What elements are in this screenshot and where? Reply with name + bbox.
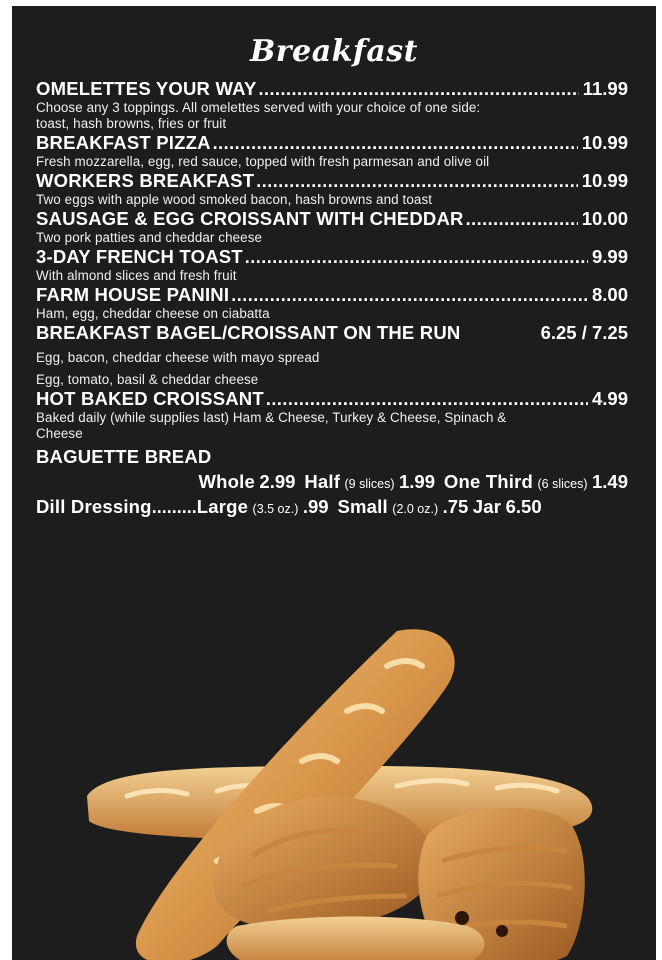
size-price: 2.99: [259, 471, 296, 492]
item-price: 4.99: [591, 388, 628, 409]
menu-item-dill-dressing: [36, 496, 628, 518]
menu-item: [36, 132, 628, 170]
size-label: Whole: [198, 471, 255, 492]
item-name: SAUSAGE & EGG CROISSANT WITH CHEDDAR: [36, 208, 464, 229]
item-price: 10.99: [581, 170, 628, 191]
item-price: 10.99: [581, 132, 628, 153]
dot-leader: .........: [151, 497, 197, 517]
menu-item: [36, 246, 628, 284]
item-description: Egg, tomato, basil & cheddar cheese: [36, 372, 259, 387]
size-price: .75: [442, 496, 469, 517]
size-note: (3.5 oz.): [252, 502, 299, 516]
item-name: WORKERS BREAKFAST: [36, 170, 255, 191]
item-name: HOT BAKED CROISSANT: [36, 388, 264, 409]
menu-item: [36, 208, 628, 246]
size-label: One Third: [443, 471, 534, 492]
item-price: 11.99: [582, 78, 628, 99]
menu-item: [36, 170, 628, 208]
item-name: FARM HOUSE PANINI: [36, 284, 230, 305]
item-name: 3-DAY FRENCH TOAST: [36, 246, 243, 267]
dot-leader: [466, 209, 578, 230]
menu-list: [36, 78, 628, 518]
item-description: Baked daily (while supplies last) Ham & Cheese, Turkey & Cheese, Spinach &: [36, 410, 507, 425]
item-price: 9.99: [591, 246, 628, 267]
dot-leader: [245, 247, 588, 268]
size-price: .99: [302, 496, 329, 517]
item-description: Fresh mozzarella, egg, red sauce, topped with fresh parmesan and olive oil: [36, 154, 490, 169]
size-label: Large: [196, 496, 249, 517]
size-price: 1.49: [591, 471, 628, 492]
size-label: Half: [304, 471, 341, 492]
size-price: 6.50: [505, 496, 542, 517]
item-description: Egg, bacon, cheddar cheese with mayo spread: [36, 350, 320, 365]
size-note: (9 slices): [344, 477, 395, 491]
item-description: Two pork patties and cheddar cheese: [36, 230, 263, 245]
item-name: BREAKFAST PIZZA: [36, 132, 211, 153]
menu-title: Breakfast: [249, 34, 419, 69]
item-price: 10.00: [581, 208, 628, 229]
dot-leader: [231, 285, 588, 306]
item-name: OMELETTES YOUR WAY: [36, 78, 257, 99]
size-price: 1.99: [398, 471, 435, 492]
menu-item-baguette: [36, 446, 628, 493]
size-label: Small: [337, 496, 388, 517]
size-note: (2.0 oz.): [392, 502, 439, 516]
size-label: Jar: [472, 496, 502, 517]
dot-leader: [259, 79, 579, 100]
menu-board: [12, 6, 656, 960]
dot-leader: [266, 389, 588, 410]
item-description: With almond slices and fresh fruit: [36, 268, 237, 283]
item-price: 6.25 / 7.25: [540, 322, 628, 343]
item-name: BAGUETTE BREAD: [36, 446, 212, 467]
menu-item: [36, 78, 628, 132]
item-description: Two eggs with apple wood smoked bacon, hash browns and toast: [36, 192, 433, 207]
item-name: Dill Dressing: [36, 496, 152, 517]
size-note: (6 slices): [537, 477, 588, 491]
menu-item: [36, 284, 628, 322]
item-description: Ham, egg, cheddar cheese on ciabatta: [36, 306, 270, 321]
item-description: Cheese: [36, 426, 83, 441]
item-description: toast, hash browns, fries or fruit: [36, 116, 227, 131]
dot-leader: [213, 133, 578, 154]
item-name: BREAKFAST BAGEL/CROISSANT ON THE RUN: [36, 322, 461, 343]
dot-leader: [256, 171, 577, 192]
bread-pastries-image: [67, 626, 607, 960]
menu-item: [36, 322, 628, 388]
item-price: 8.00: [591, 284, 628, 305]
item-description: Choose any 3 toppings. All omelettes served with your choice of one side:: [36, 100, 481, 115]
menu-item: [36, 388, 628, 442]
baguette-sizes: [36, 471, 628, 493]
